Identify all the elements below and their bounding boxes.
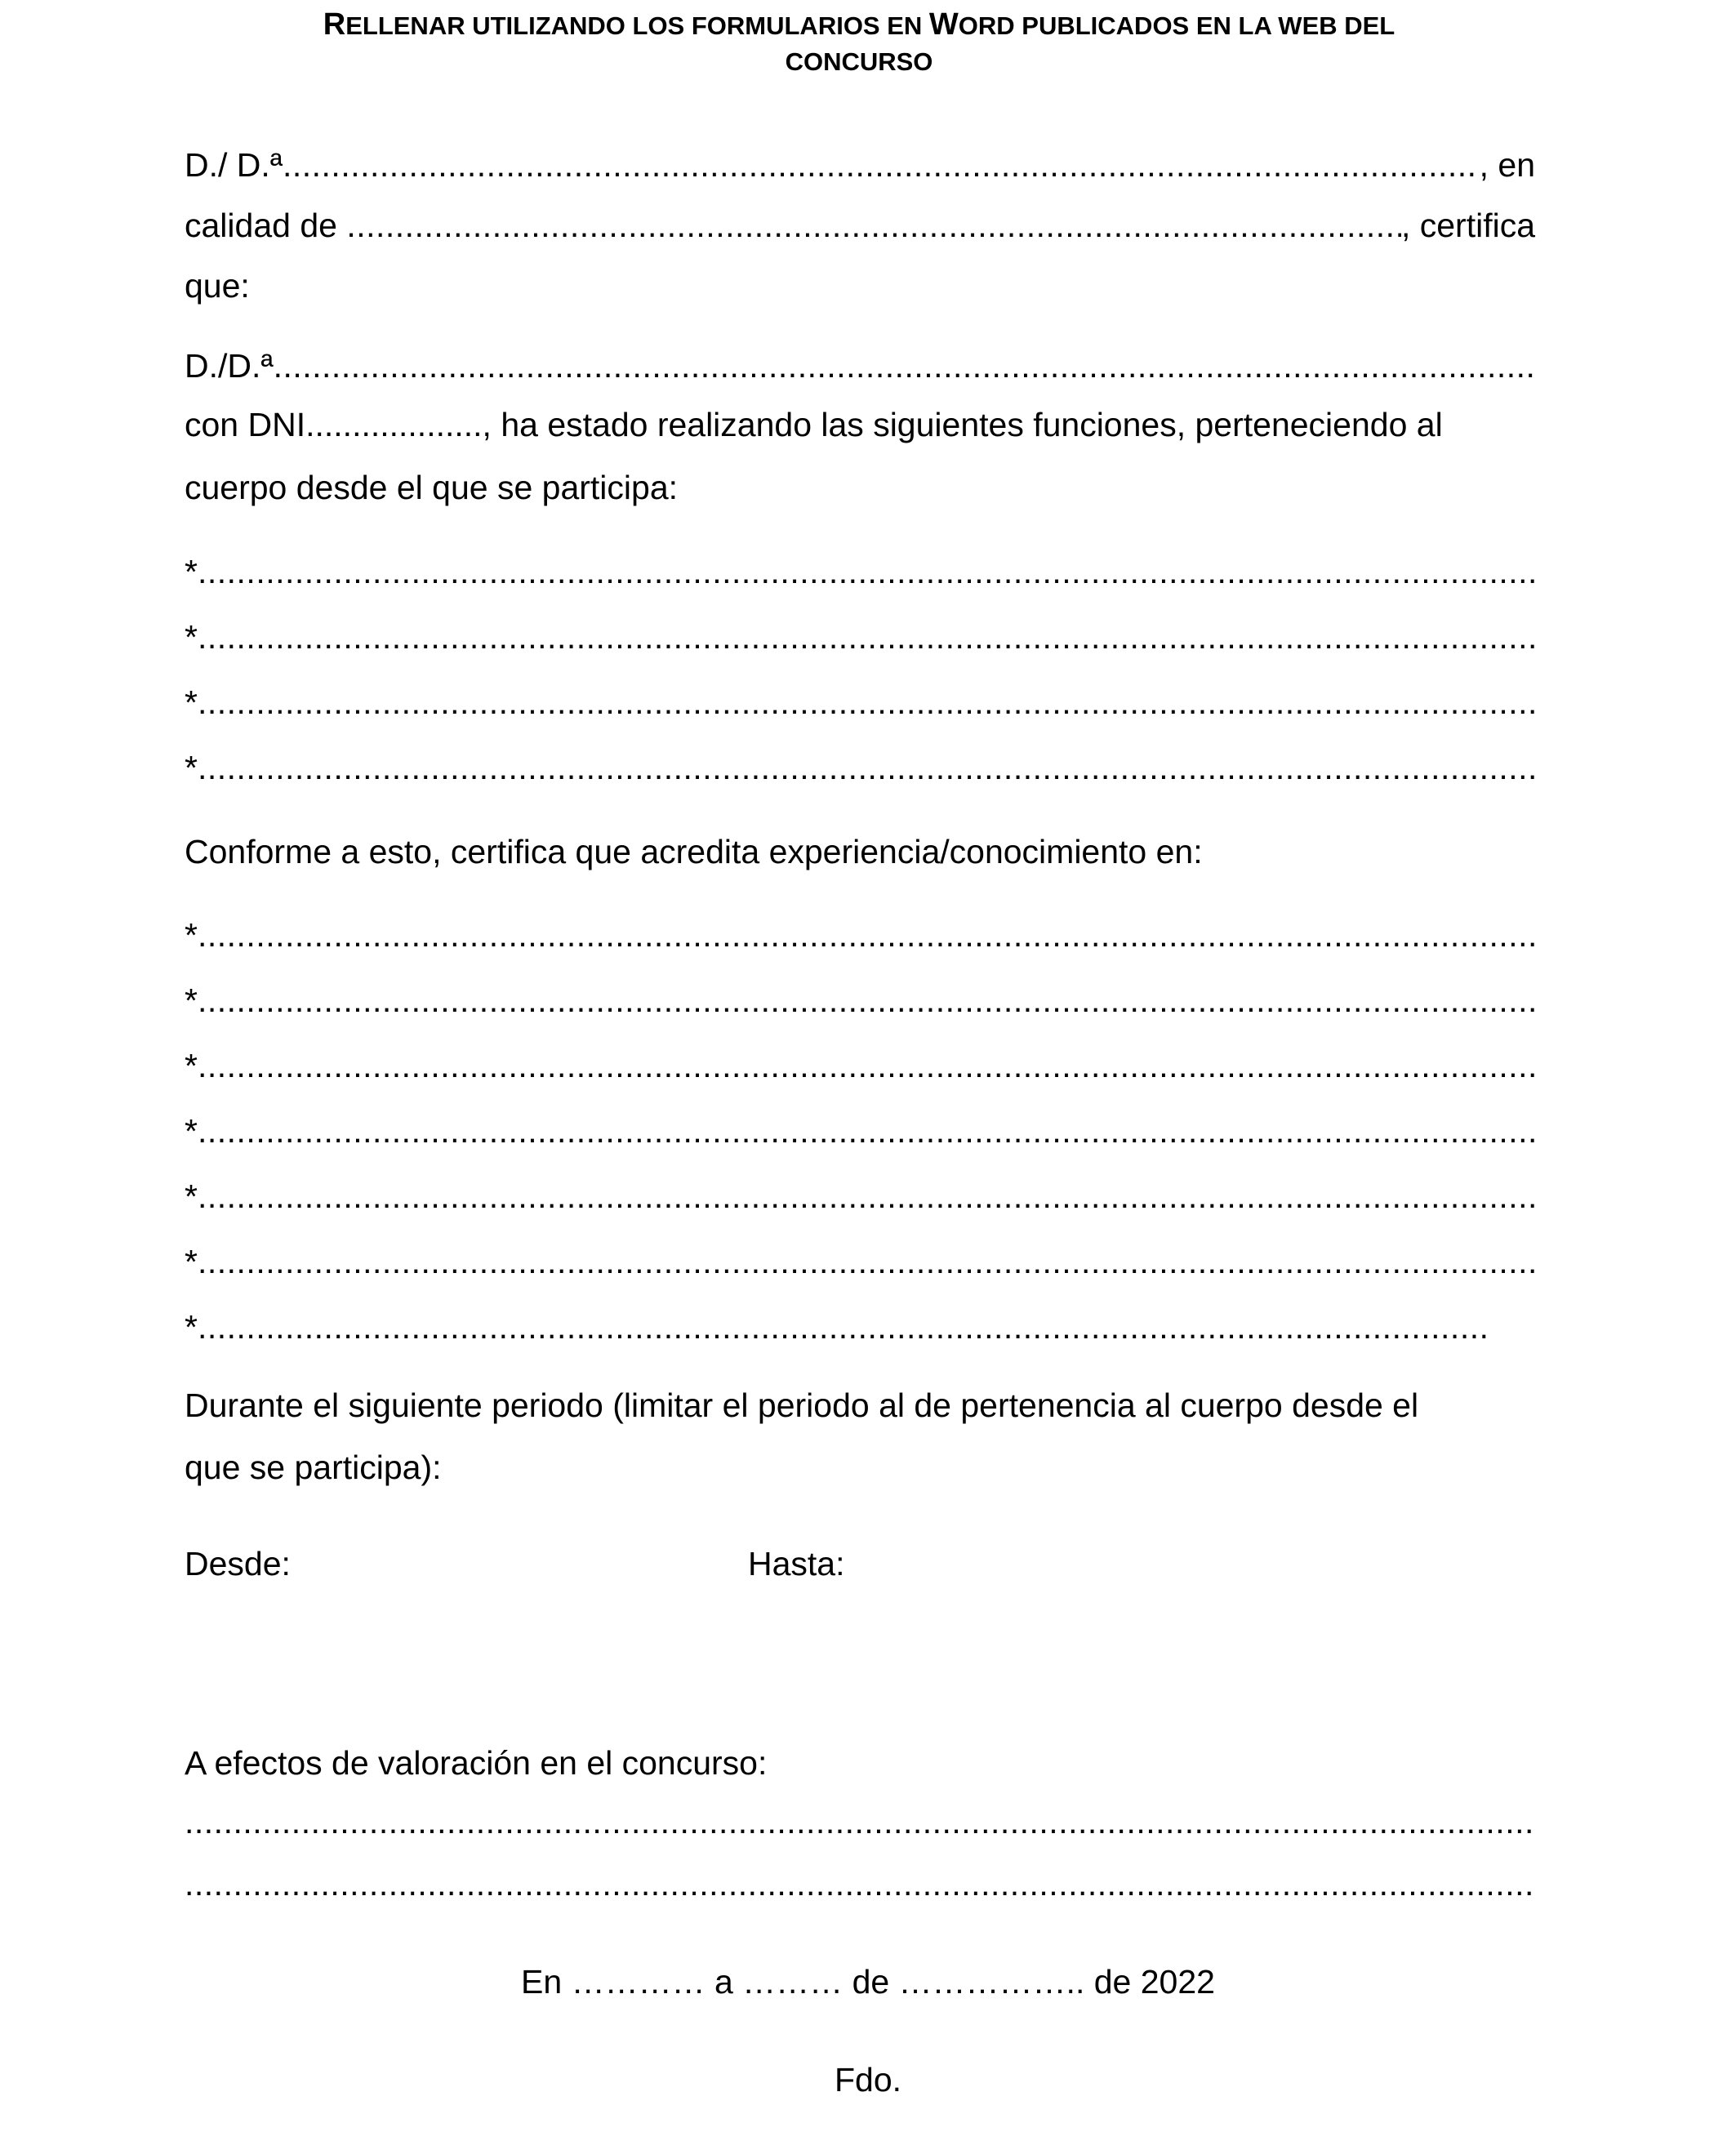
subject-dni-line — [185, 404, 1535, 445]
certifier-role-prefix: calidad de — [185, 207, 347, 244]
bullet-marker: * — [185, 683, 198, 721]
experiencia-field[interactable] — [198, 915, 1535, 955]
desde-label: Desde: — [185, 1545, 291, 1582]
funcion-item[interactable] — [185, 747, 1535, 788]
header-text-b: ORD PUBLICADOS EN LA WEB DEL — [958, 11, 1395, 40]
subject-dni-field[interactable]: ................... — [305, 406, 483, 443]
funcion-field[interactable] — [198, 747, 1535, 788]
document-header — [185, 7, 1533, 80]
conforme-text: Conforme a esto, certifica que acredita experiencia/conocimiento en: — [185, 833, 1203, 870]
bullet-marker: * — [185, 981, 198, 1019]
experiencia-field[interactable] — [198, 1045, 1535, 1086]
experiencia-item[interactable] — [185, 915, 1535, 955]
valoracion-line[interactable] — [185, 1863, 1535, 1904]
valoracion-line[interactable] — [185, 1801, 1535, 1842]
subject-line-3: cuerpo desde el que se participa: — [185, 469, 679, 506]
experiencia-item[interactable] — [185, 1045, 1535, 1086]
subject-name-line[interactable] — [185, 345, 1535, 386]
bullet-marker: * — [185, 1177, 198, 1215]
bullet-marker: * — [185, 1112, 198, 1150]
header-text-a: ELLENAR UTILIZANDO LOS FORMULARIOS EN — [345, 11, 929, 40]
subject-name-field[interactable] — [274, 345, 1535, 386]
experiencia-item[interactable] — [185, 1111, 1535, 1151]
header-initial-w: W — [928, 7, 959, 42]
bullet-marker: * — [185, 1243, 198, 1280]
firma-label: Fdo. — [834, 2061, 902, 2099]
certifier-prefix: D./ D.ª — [185, 146, 283, 184]
experiencia-field[interactable] — [198, 1111, 1535, 1151]
bullet-marker: * — [185, 553, 198, 590]
subject-dni-suffix: , ha estado realizando las siguientes funciones, perteneciendo al — [482, 406, 1443, 443]
certifier-role-suffix: , certifica — [1400, 207, 1535, 244]
header-initial-r: R — [323, 7, 346, 42]
funcion-field[interactable] — [198, 616, 1535, 657]
hasta-label: Hasta: — [748, 1545, 845, 1582]
funcion-item[interactable] — [185, 682, 1535, 723]
valoracion-label: A efectos de valoración en el concurso: — [185, 1744, 768, 1782]
bullet-marker: * — [185, 1047, 198, 1084]
subject-prefix: D./D.ª — [185, 347, 274, 385]
certifier-name-line[interactable] — [185, 145, 1535, 185]
certifier-name-field[interactable] — [283, 145, 1480, 185]
funcion-field[interactable] — [198, 682, 1535, 723]
funcion-item[interactable] — [185, 616, 1535, 657]
bullet-marker: * — [185, 1308, 198, 1346]
header-line-2: CONCURSO — [785, 47, 933, 76]
experiencia-item[interactable] — [185, 1306, 1489, 1347]
certifier-que: que: — [185, 267, 250, 305]
certifier-suffix: , en — [1479, 146, 1535, 184]
experiencia-field[interactable] — [198, 1306, 1489, 1347]
periodo-line-2: que se participa): — [185, 1449, 442, 1486]
experiencia-field[interactable] — [198, 1176, 1535, 1217]
experiencia-item[interactable] — [185, 980, 1535, 1021]
funcion-item[interactable] — [185, 551, 1535, 592]
subject-dni-prefix: con DNI — [185, 406, 306, 443]
valoracion-field[interactable] — [185, 1801, 1535, 1842]
bullet-marker: * — [185, 916, 198, 954]
header-line-1 — [185, 7, 1533, 44]
experiencia-item[interactable] — [185, 1241, 1535, 1282]
bullet-marker: * — [185, 618, 198, 656]
bullet-marker: * — [185, 749, 198, 786]
certifier-role-field[interactable] — [346, 205, 1401, 246]
periodo-line-1: Durante el siguiente periodo (limitar el periodo al de pertenencia al cuerpo desde el — [185, 1386, 1419, 1424]
certifier-role-line[interactable] — [185, 205, 1535, 246]
experiencia-field[interactable] — [198, 1241, 1535, 1282]
experiencia-item[interactable] — [185, 1176, 1535, 1217]
funcion-field[interactable] — [198, 551, 1535, 592]
valoracion-field[interactable] — [185, 1863, 1535, 1904]
experiencia-field[interactable] — [198, 980, 1535, 1021]
fecha-line[interactable]: En ………… a ……… de …………….. de 2022 — [521, 1963, 1215, 2001]
